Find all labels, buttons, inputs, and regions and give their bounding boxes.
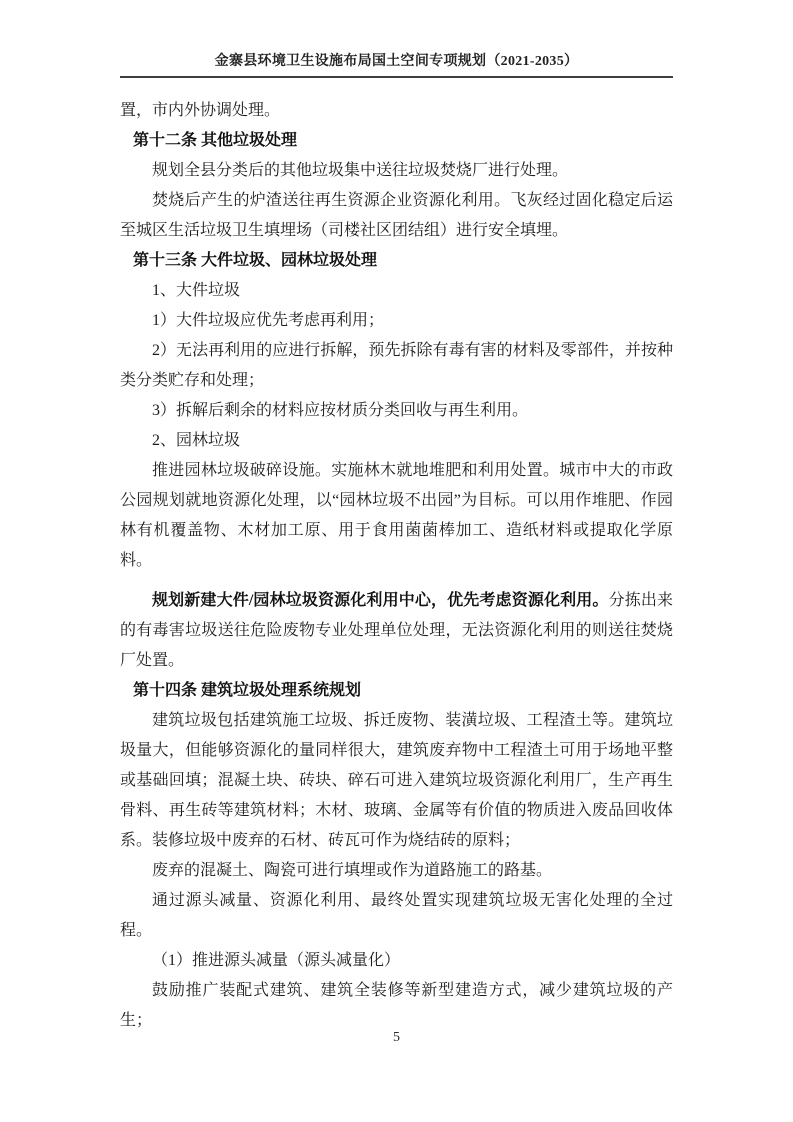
sub-heading: （1）推进源头减量（源头减量化） <box>152 952 401 969</box>
paragraph: 鼓励推广装配式建筑、建筑全装修等新型建造方式，减少建筑垃圾的产生； <box>120 982 673 1029</box>
paragraph: 通过源头减量、资源化利用、最终处置实现建筑垃圾无害化处理的全过程。 <box>120 892 673 939</box>
list-item: 2、园林垃圾 <box>152 432 241 449</box>
paragraph: 规划全县分类后的其他垃圾集中送往垃圾焚烧厂进行处理。 <box>152 162 569 179</box>
list-item: 1）大件垃圾应优先考虑再利用； <box>152 312 385 329</box>
paragraph: 废弃的混凝土、陶瓷可进行填埋或作为道路施工的路基。 <box>152 862 553 879</box>
emphasis-rest-text: 分拣出来的有毒害垃圾送往危险废物专业处理单位处理，无法资源化利用的则送往焚烧厂处置。 <box>120 592 673 669</box>
paragraph-emphasis <box>120 586 673 676</box>
page-footer <box>0 1030 793 1046</box>
list-item: 1、大件垃圾 <box>152 282 241 299</box>
list-item: 2）无法再利用的应进行拆解，预先拆除有毒有害的材料及零部件，并按种类分类贮存和处理； <box>120 342 673 389</box>
page-header <box>120 53 673 78</box>
article-heading-12: 第十二条 其他垃圾处理 <box>133 132 298 149</box>
page-number: 5 <box>393 1030 400 1045</box>
header-rule <box>120 76 673 78</box>
paragraph: 建筑垃圾包括建筑施工垃圾、拆迁废物、装潢垃圾、工程渣土等。建筑垃圾量大，但能够资源化的量同样很大，建筑废弃物中工程渣土可用于场地平整或基础回填；混凝土块、砖块、碎石可进入建筑垃圾资源化利用厂，生产再生骨料、再生砖等建筑材料；木材、玻璃、金属等有价值的物质进入废品回收体系。装修垃圾中废弃的石材、砖瓦可作为烧结砖的原料； <box>120 712 673 849</box>
article-heading-13: 第十三条 大件垃圾、园林垃圾处理 <box>133 252 378 269</box>
emphasis-lead-text: 规划新建大件/园林垃圾资源化利用中心，优先考虑资源化利用。 <box>152 592 609 609</box>
paragraph: 推进园林垃圾破碎设施。实施林木就地堆肥和利用处置。城市中大的市政公园规划就地资源化处理，以“园林垃圾不出园”为目标。可以用作堆肥、作园林有机覆盖物、木材加工原、用于食用菌菌棒加工、造纸材料或提取化学原料。 <box>120 462 673 569</box>
article-heading-14: 第十四条 建筑垃圾处理系统规划 <box>133 682 362 699</box>
list-item: 3）拆解后剩余的材料应按材质分类回收与再生利用。 <box>152 402 529 419</box>
document-body <box>120 96 673 1036</box>
paragraph: 焚烧后产生的炉渣送往再生资源企业资源化利用。飞灰经过固化稳定后运至城区生活垃圾卫生填埋场（司楼社区团结组）进行安全填埋。 <box>120 192 673 239</box>
header-document-title: 金寨县环境卫生设施布局国土空间专项规划（2021-2035） <box>214 54 579 69</box>
paragraph-continuation: 置，市内外协调处理。 <box>120 102 281 119</box>
